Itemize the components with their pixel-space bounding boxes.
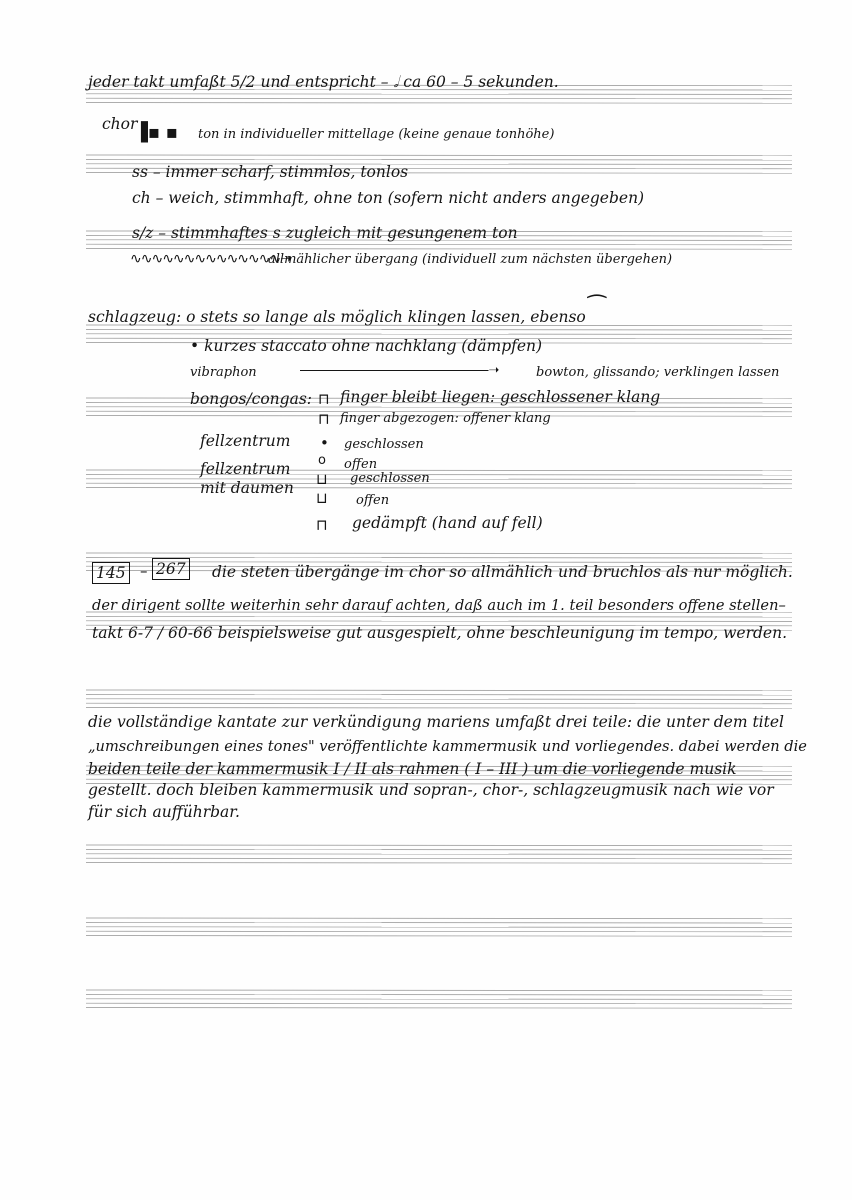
mit-daumen-label: mit daumen <box>200 479 294 497</box>
vibraphon-label: vibraphon <box>190 365 257 380</box>
staff-line-63 <box>86 1003 792 1004</box>
tempo-instruction: jeder takt umfaßt 5/2 und entspricht – 𝅗𝅥 ca 60 – 5 sekunden. <box>88 73 559 91</box>
chor-line-3: ch – weich, stimmhaft, ohne ton (sofern nicht anders angegeben) <box>132 189 645 207</box>
measure-box-145: 145 <box>92 562 130 584</box>
paragraph-1-line-3: takt 6-7 / 60-66 beispielsweise gut ausgespielt, ohne beschleunigung im tempo, werden. <box>92 624 788 642</box>
staff-line-6 <box>86 159 792 160</box>
staff-line-44 <box>86 708 792 709</box>
paragraph-2-line-4: gestellt. doch bleiben kammermusik und sopran-, chor-, schlagzeugmusik nach wie vor <box>88 781 774 799</box>
staff-line-17 <box>86 334 792 335</box>
staff-line-13 <box>86 244 792 245</box>
staff-line-59 <box>86 936 792 937</box>
chor-label: chor <box>102 115 138 133</box>
chor-line-2: ss – immer scharf, stimmlos, tonlos <box>132 163 409 181</box>
fellzentrum-label: fellzentrum <box>200 432 291 450</box>
bongo-line-1: finger bleibt liegen: geschlossener klang <box>340 388 661 406</box>
paragraph-2-line-5: für sich aufführbar. <box>88 803 240 821</box>
wavy-arrow-icon: ∿∿∿∿∿∿∿∿∿∿∿∿∿∿➝ <box>130 251 291 267</box>
measure-box-267: 267 <box>152 558 190 580</box>
staff-line-27 <box>86 479 792 480</box>
staff-line-3 <box>86 98 792 99</box>
vibraphon-text: bowton, glissando; verklingen lassen <box>536 365 780 380</box>
bracket-cup-open-icon: ⊔ <box>316 489 328 507</box>
chor-line-1: ton in individueller mittellage (keine genaue tonhöhe) <box>198 127 555 142</box>
staff-line-25 <box>86 470 792 471</box>
geschlossen-1: geschlossen <box>344 437 424 452</box>
staff-line-57 <box>86 927 792 928</box>
chor-line-4: s/z – stimmhaftes s zugleich mit gesungenem ton <box>132 224 518 242</box>
bracket-open-icon: ⊓ <box>318 410 330 428</box>
staff-line-54 <box>86 863 792 864</box>
staff-line-16 <box>86 329 792 330</box>
schlagzeug-line-1: schlagzeug: o stets so lange als möglich klingen lassen, ebenso <box>88 308 586 326</box>
paragraph-2-line-3: beiden teile der kammermusik I / II als rahmen ( I – III ) um die vorliegende musik <box>88 760 737 778</box>
bongo-line-2: finger abgezogen: offener klang <box>340 411 551 426</box>
staff-line-53 <box>86 858 792 859</box>
staff-line-41 <box>86 694 792 695</box>
paragraph-1-line-1: die steten übergänge im chor so allmählich und bruchlos als nur möglich. <box>212 563 793 581</box>
staff-line-56 <box>86 922 792 923</box>
bracket-closed-icon: ⊓ <box>318 390 330 408</box>
gedaempft-line: gedämpft (hand auf fell) <box>352 514 543 532</box>
open-circle-icon: o <box>318 453 326 468</box>
schlagzeug-line-2: • kurzes staccato ohne nachklang (dämpfen) <box>190 337 543 355</box>
staff-line-5 <box>86 155 792 156</box>
offen-1: offen <box>344 457 378 472</box>
staff-line-37 <box>86 621 792 622</box>
paragraph-2-line-1: die vollständige kantate zur verkündigung mariens umfaßt drei teile: die unter dem titel <box>88 713 784 731</box>
dampened-bracket-icon: ⊓ <box>316 516 328 534</box>
paragraph-1-line-2: der dirigent sollte weiterhin sehr darauf achten, daß auch im 1. teil besonders offene stellen– <box>92 597 786 614</box>
staff-line-36 <box>86 616 792 617</box>
geschlossen-2: geschlossen <box>350 471 430 486</box>
staff-line-40 <box>86 690 792 691</box>
long-arrow-icon: ⎯⎯⎯⎯⎯⎯⎯⎯⎯⎯⎯⎯⎯⎯⎯⎯⎯⎯⎯⎯⎯⎯⎯⎯⎯⎯⎯⎯⎯➝ <box>300 363 500 378</box>
chor-line-5: allmählicher übergang (individuell zum nächsten übergehen) <box>268 252 673 267</box>
staff-line-48 <box>86 779 792 780</box>
tie-curve-icon: ⁀ <box>588 296 606 321</box>
staff-line-4 <box>86 103 792 104</box>
fellzentrum-label-2: fellzentrum <box>200 460 291 478</box>
staff-line-50 <box>86 845 792 846</box>
staff-line-29 <box>86 488 792 489</box>
staff-line-42 <box>86 699 792 700</box>
paragraph-2-line-2: „umschreibungen eines tones" veröffentlichte kammermusik und vorliegendes. dabei werden die <box>88 738 807 755</box>
staff-line-31 <box>86 557 792 558</box>
staff-line-60 <box>86 990 792 991</box>
staff-line-30 <box>86 553 792 554</box>
staff-line-52 <box>86 854 792 855</box>
staff-line-55 <box>86 918 792 919</box>
staff-line-28 <box>86 483 792 484</box>
range-dash: – <box>140 562 148 580</box>
bongos-label: bongos/congas: <box>190 390 313 408</box>
note-symbol-icon: ▐▪ ▪ <box>134 122 178 143</box>
staff-line-51 <box>86 849 792 850</box>
bracket-cup-closed-icon: ⊔ <box>316 470 328 488</box>
staff-line-58 <box>86 931 792 932</box>
staff-line-43 <box>86 703 792 704</box>
offen-2: offen <box>356 493 390 508</box>
staff-line-61 <box>86 994 792 995</box>
staff-line-62 <box>86 999 792 1000</box>
filled-dot-icon: • <box>320 434 329 452</box>
staff-line-64 <box>86 1008 792 1009</box>
staff-line-2 <box>86 94 792 95</box>
staff-line-26 <box>86 474 792 475</box>
